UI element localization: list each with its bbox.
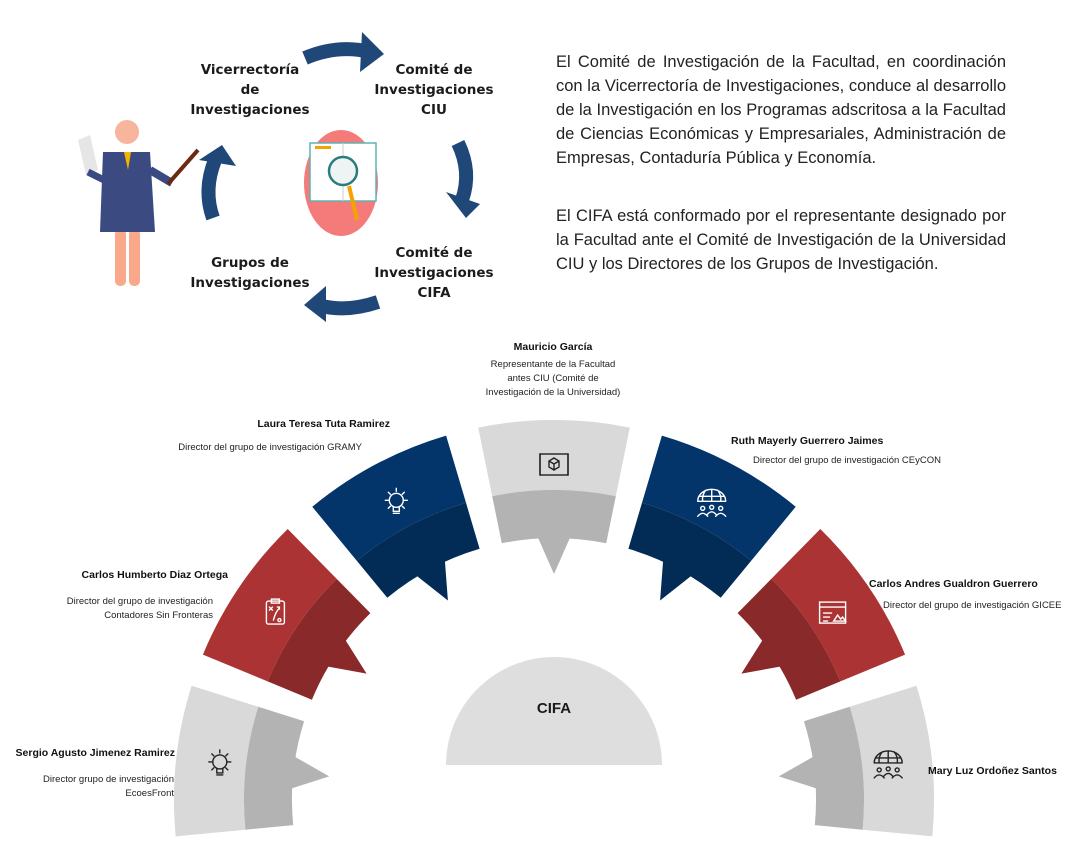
desc-line: Director grupo de investigación — [43, 774, 174, 785]
member-name: Laura Teresa Tuta Ramirez — [257, 418, 390, 430]
member-description — [67, 595, 213, 623]
cifa-center-label: CIFA — [536, 700, 572, 717]
desc-line: Contadores Sin Fronteras — [104, 610, 213, 621]
label-line: Comité de — [395, 245, 473, 261]
composition-paragraph: El CIFA está conformado por el representante designado por la Facultad ante el Comité de Investigación de la Universidad CIU y los Directores de los Grupos de Investigación. — [556, 207, 1006, 273]
member-name: Ruth Mayerly Guerrero Jaimes — [731, 435, 884, 447]
label-line: Investigaciones — [374, 82, 494, 98]
desc-line: Investigación de la Universidad) — [485, 387, 621, 398]
desc-line: Director del grupo de investigación — [66, 596, 213, 607]
member-name: Mauricio García — [513, 341, 593, 353]
label-line: Investigaciones — [190, 102, 310, 118]
member-description — [753, 454, 941, 468]
sector-band — [492, 490, 616, 543]
desc-line: antes CIU (Comité de — [507, 373, 599, 384]
label-line: de — [240, 82, 260, 98]
label-line: Vicerrectoría — [200, 62, 300, 78]
member-sector — [478, 420, 630, 574]
member-sector — [203, 529, 371, 700]
desc-line: EcoesFront — [125, 788, 174, 799]
label-line: Comité de — [395, 62, 473, 78]
sector-pointer — [291, 757, 329, 789]
desc-line: Director del grupo de investigación GICEE — [883, 600, 1062, 611]
label-line: CIFA — [417, 285, 451, 301]
member-name: Mary Luz Ordoñez Santos — [928, 765, 1057, 777]
member-description — [423, 358, 683, 400]
desc-line: Representante de la Facultad — [490, 359, 616, 370]
label-line: Grupos de — [211, 255, 289, 271]
label-line: Investigaciones — [374, 265, 494, 281]
member-description — [883, 599, 1061, 613]
label-line: Investigaciones — [190, 275, 310, 291]
label-line: CIU — [421, 102, 447, 118]
member-sector — [174, 686, 329, 837]
member-name: Carlos Andres Gualdron Guerrero — [869, 578, 1038, 590]
desc-line: Director del grupo de investigación CEyCON — [753, 455, 941, 466]
member-sector — [779, 686, 934, 837]
sector-pointer — [779, 757, 817, 789]
desc-line: Director del grupo de investigación GRAMY — [178, 442, 362, 453]
intro-paragraph: El Comité de Investigación de la Facultad, en coordinación con la Vicerrectoría de Investigaciones, conduce al desarrollo de la Investigación en los Programas adscritosa a la Facultad de Ciencias Económicas y Empresariales, Administración de Empresas, Contaduría Pública y Economía. — [556, 53, 1006, 167]
sector-pointer — [538, 538, 570, 575]
member-description — [43, 773, 174, 801]
member-sector — [312, 436, 479, 601]
member-name: Carlos Humberto Diaz Ortega — [81, 569, 228, 581]
member-description — [178, 441, 362, 455]
member-sector — [738, 529, 906, 700]
member-name: Sergio Agusto Jimenez Ramirez — [15, 747, 175, 759]
